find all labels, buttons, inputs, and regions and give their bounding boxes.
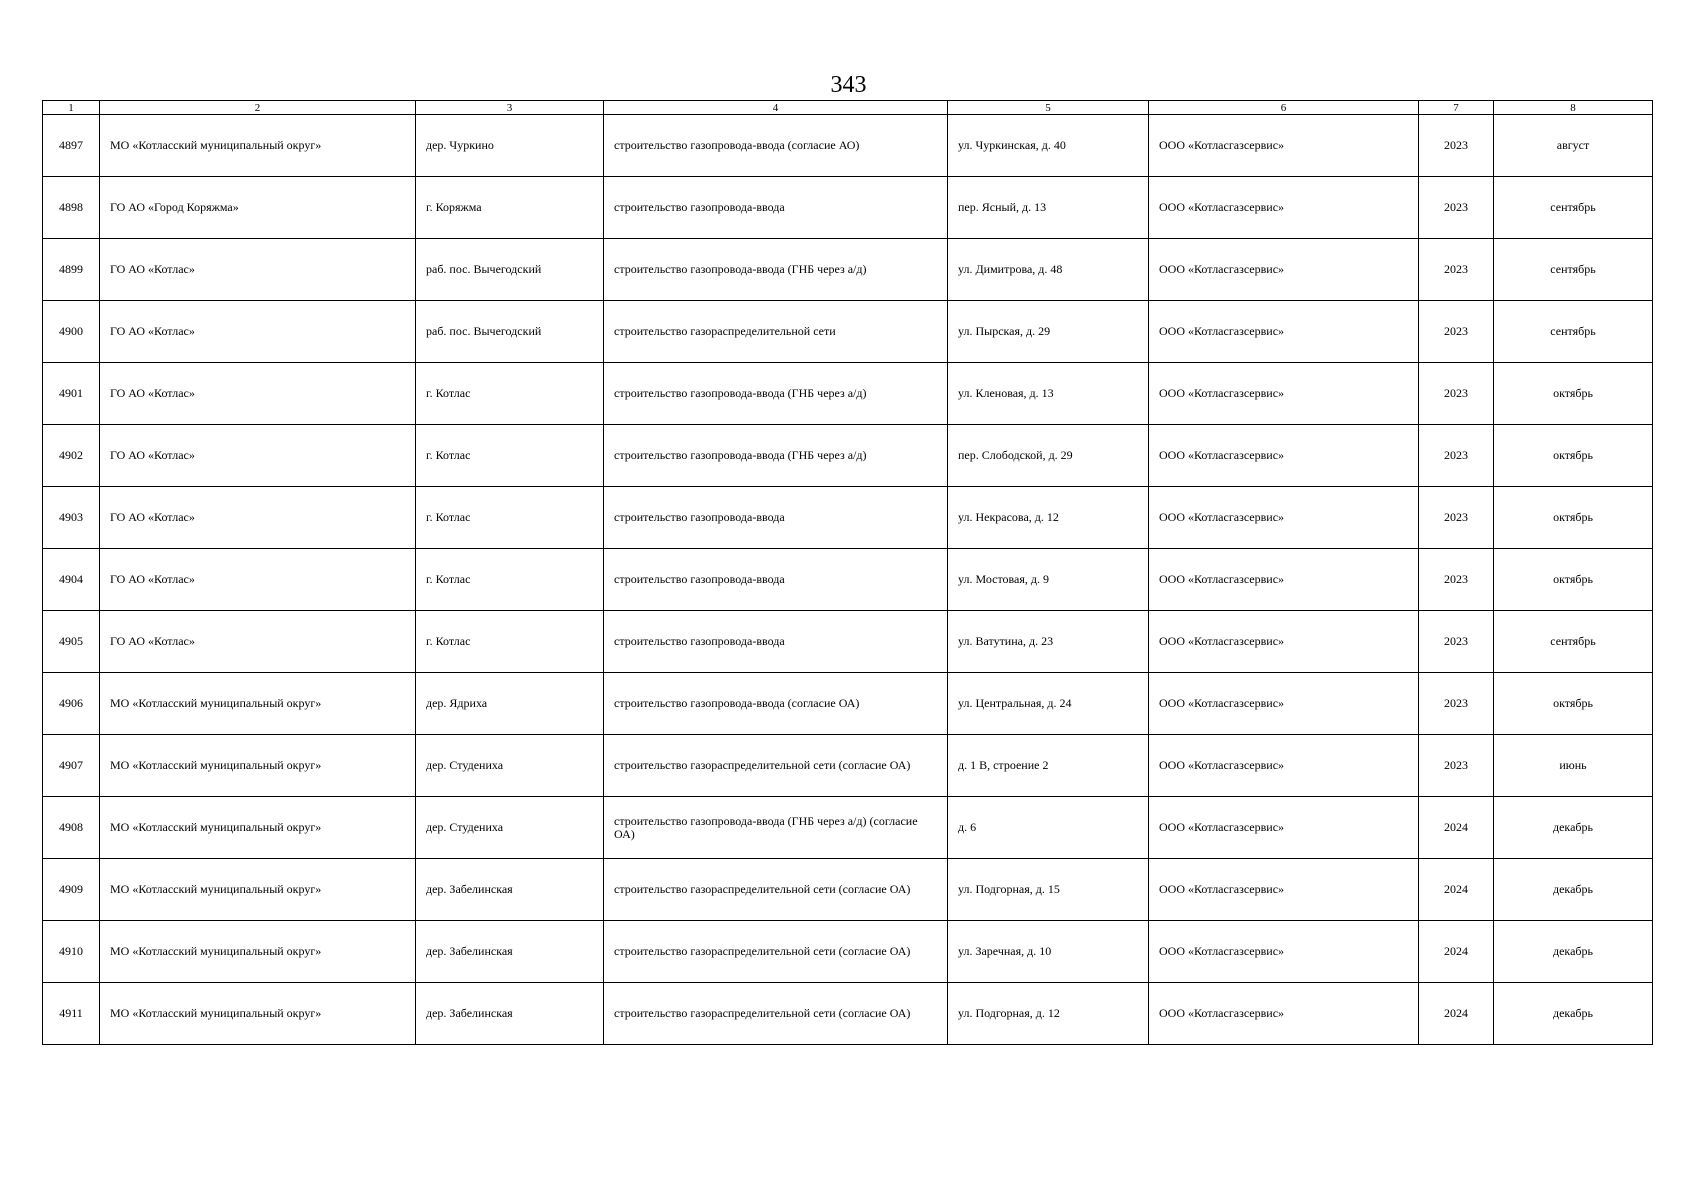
cell-year: 2024 bbox=[1419, 921, 1494, 983]
cell-settlement: г. Котлас bbox=[416, 487, 604, 549]
cell-number: 4899 bbox=[43, 239, 100, 301]
cell-year: 2023 bbox=[1419, 425, 1494, 487]
table-row bbox=[43, 363, 1653, 425]
cell-organization: ООО «Котласгазсервис» bbox=[1149, 983, 1419, 1045]
page-number: 343 bbox=[830, 72, 867, 98]
cell-address: ул. Мостовая, д. 9 bbox=[948, 549, 1149, 611]
cell-address: ул. Чуркинская, д. 40 bbox=[948, 115, 1149, 177]
cell-settlement: г. Коряжма bbox=[416, 177, 604, 239]
cell-work-type: строительство газопровода-ввода (согласие ОА) bbox=[604, 673, 948, 735]
cell-organization: ООО «Котласгазсервис» bbox=[1149, 301, 1419, 363]
cell-work-type: строительство газораспределительной сети (согласие ОА) bbox=[604, 921, 948, 983]
table-row bbox=[43, 239, 1653, 301]
cell-address: ул. Центральная, д. 24 bbox=[948, 673, 1149, 735]
cell-municipality: МО «Котласский муниципальный округ» bbox=[100, 983, 416, 1045]
cell-number: 4903 bbox=[43, 487, 100, 549]
cell-number: 4900 bbox=[43, 301, 100, 363]
cell-work-type: строительство газопровода-ввода bbox=[604, 611, 948, 673]
cell-work-type: строительство газораспределительной сети (согласие ОА) bbox=[604, 735, 948, 797]
column-header-8: 8 bbox=[1494, 101, 1653, 115]
table-row bbox=[43, 487, 1653, 549]
cell-address: пер. Слободской, д. 29 bbox=[948, 425, 1149, 487]
cell-month: декабрь bbox=[1494, 859, 1653, 921]
cell-address: ул. Подгорная, д. 12 bbox=[948, 983, 1149, 1045]
cell-month: декабрь bbox=[1494, 921, 1653, 983]
cell-work-type: строительство газопровода-ввода (согласие АО) bbox=[604, 115, 948, 177]
table-row bbox=[43, 983, 1653, 1045]
cell-municipality: ГО АО «Котлас» bbox=[100, 549, 416, 611]
cell-month: октябрь bbox=[1494, 549, 1653, 611]
cell-settlement: г. Котлас bbox=[416, 425, 604, 487]
cell-municipality: ГО АО «Котлас» bbox=[100, 425, 416, 487]
data-table bbox=[42, 100, 1653, 1045]
cell-organization: ООО «Котласгазсервис» bbox=[1149, 239, 1419, 301]
cell-organization: ООО «Котласгазсервис» bbox=[1149, 487, 1419, 549]
cell-number: 4908 bbox=[43, 797, 100, 859]
cell-municipality: ГО АО «Котлас» bbox=[100, 487, 416, 549]
table-row bbox=[43, 301, 1653, 363]
cell-organization: ООО «Котласгазсервис» bbox=[1149, 611, 1419, 673]
column-header-7: 7 bbox=[1419, 101, 1494, 115]
cell-number: 4898 bbox=[43, 177, 100, 239]
cell-municipality: ГО АО «Котлас» bbox=[100, 363, 416, 425]
cell-municipality: МО «Котласский муниципальный округ» bbox=[100, 921, 416, 983]
cell-address: д. 1 В, строение 2 bbox=[948, 735, 1149, 797]
cell-number: 4910 bbox=[43, 921, 100, 983]
cell-organization: ООО «Котласгазсервис» bbox=[1149, 859, 1419, 921]
table-row bbox=[43, 735, 1653, 797]
cell-month: июнь bbox=[1494, 735, 1653, 797]
cell-number: 4909 bbox=[43, 859, 100, 921]
cell-month: декабрь bbox=[1494, 983, 1653, 1045]
cell-work-type: строительство газопровода-ввода bbox=[604, 487, 948, 549]
cell-month: октябрь bbox=[1494, 363, 1653, 425]
cell-year: 2024 bbox=[1419, 859, 1494, 921]
column-header-5: 5 bbox=[948, 101, 1149, 115]
cell-work-type: строительство газопровода-ввода (ГНБ через а/д) (согласие ОА) bbox=[604, 797, 948, 859]
table-row bbox=[43, 921, 1653, 983]
cell-municipality: ГО АО «Котлас» bbox=[100, 301, 416, 363]
table-body bbox=[43, 115, 1653, 1045]
cell-settlement: дер. Забелинская bbox=[416, 859, 604, 921]
cell-month: октябрь bbox=[1494, 673, 1653, 735]
cell-settlement: г. Котлас bbox=[416, 549, 604, 611]
column-header-6: 6 bbox=[1149, 101, 1419, 115]
cell-month: сентябрь bbox=[1494, 177, 1653, 239]
cell-number: 4906 bbox=[43, 673, 100, 735]
cell-settlement: раб. пос. Вычегодский bbox=[416, 301, 604, 363]
cell-address: ул. Ватутина, д. 23 bbox=[948, 611, 1149, 673]
cell-month: октябрь bbox=[1494, 487, 1653, 549]
cell-municipality: МО «Котласский муниципальный округ» bbox=[100, 115, 416, 177]
cell-settlement: раб. пос. Вычегодский bbox=[416, 239, 604, 301]
cell-month: октябрь bbox=[1494, 425, 1653, 487]
cell-number: 4904 bbox=[43, 549, 100, 611]
cell-organization: ООО «Котласгазсервис» bbox=[1149, 425, 1419, 487]
cell-address: ул. Кленовая, д. 13 bbox=[948, 363, 1149, 425]
cell-settlement: г. Котлас bbox=[416, 611, 604, 673]
cell-settlement: дер. Чуркино bbox=[416, 115, 604, 177]
cell-month: сентябрь bbox=[1494, 239, 1653, 301]
table-row bbox=[43, 673, 1653, 735]
cell-month: декабрь bbox=[1494, 797, 1653, 859]
cell-year: 2023 bbox=[1419, 115, 1494, 177]
cell-settlement: г. Котлас bbox=[416, 363, 604, 425]
cell-address: д. 6 bbox=[948, 797, 1149, 859]
cell-work-type: строительство газораспределительной сети (согласие ОА) bbox=[604, 983, 948, 1045]
cell-municipality: ГО АО «Город Коряжма» bbox=[100, 177, 416, 239]
cell-year: 2023 bbox=[1419, 239, 1494, 301]
cell-number: 4897 bbox=[43, 115, 100, 177]
cell-month: сентябрь bbox=[1494, 301, 1653, 363]
cell-municipality: МО «Котласский муниципальный округ» bbox=[100, 859, 416, 921]
column-header-4: 4 bbox=[604, 101, 948, 115]
cell-settlement: дер. Забелинская bbox=[416, 983, 604, 1045]
cell-address: ул. Подгорная, д. 15 bbox=[948, 859, 1149, 921]
column-header-2: 2 bbox=[100, 101, 416, 115]
cell-settlement: дер. Студениха bbox=[416, 797, 604, 859]
cell-municipality: МО «Котласский муниципальный округ» bbox=[100, 735, 416, 797]
cell-year: 2024 bbox=[1419, 983, 1494, 1045]
cell-number: 4902 bbox=[43, 425, 100, 487]
table-row bbox=[43, 611, 1653, 673]
cell-settlement: дер. Забелинская bbox=[416, 921, 604, 983]
cell-municipality: МО «Котласский муниципальный округ» bbox=[100, 673, 416, 735]
cell-year: 2023 bbox=[1419, 363, 1494, 425]
cell-address: ул. Заречная, д. 10 bbox=[948, 921, 1149, 983]
cell-month: август bbox=[1494, 115, 1653, 177]
cell-organization: ООО «Котласгазсервис» bbox=[1149, 797, 1419, 859]
cell-organization: ООО «Котласгазсервис» bbox=[1149, 673, 1419, 735]
cell-year: 2023 bbox=[1419, 549, 1494, 611]
cell-number: 4905 bbox=[43, 611, 100, 673]
cell-municipality: ГО АО «Котлас» bbox=[100, 239, 416, 301]
cell-settlement: дер. Ядриха bbox=[416, 673, 604, 735]
cell-organization: ООО «Котласгазсервис» bbox=[1149, 115, 1419, 177]
cell-work-type: строительство газопровода-ввода (ГНБ через а/д) bbox=[604, 363, 948, 425]
cell-year: 2024 bbox=[1419, 797, 1494, 859]
cell-work-type: строительство газораспределительной сети bbox=[604, 301, 948, 363]
cell-year: 2023 bbox=[1419, 301, 1494, 363]
header-row bbox=[43, 101, 1653, 115]
cell-work-type: строительство газопровода-ввода bbox=[604, 177, 948, 239]
cell-year: 2023 bbox=[1419, 487, 1494, 549]
column-header-1: 1 bbox=[43, 101, 100, 115]
cell-organization: ООО «Котласгазсервис» bbox=[1149, 549, 1419, 611]
cell-organization: ООО «Котласгазсервис» bbox=[1149, 735, 1419, 797]
cell-organization: ООО «Котласгазсервис» bbox=[1149, 363, 1419, 425]
cell-month: сентябрь bbox=[1494, 611, 1653, 673]
cell-address: ул. Димитрова, д. 48 bbox=[948, 239, 1149, 301]
cell-address: ул. Пырская, д. 29 bbox=[948, 301, 1149, 363]
cell-number: 4907 bbox=[43, 735, 100, 797]
cell-work-type: строительство газопровода-ввода (ГНБ через а/д) bbox=[604, 239, 948, 301]
cell-municipality: МО «Котласский муниципальный округ» bbox=[100, 797, 416, 859]
cell-number: 4911 bbox=[43, 983, 100, 1045]
cell-municipality: ГО АО «Котлас» bbox=[100, 611, 416, 673]
table-row bbox=[43, 425, 1653, 487]
cell-year: 2023 bbox=[1419, 611, 1494, 673]
cell-work-type: строительство газораспределительной сети (согласие ОА) bbox=[604, 859, 948, 921]
cell-work-type: строительство газопровода-ввода (ГНБ через а/д) bbox=[604, 425, 948, 487]
table-row bbox=[43, 115, 1653, 177]
table-row bbox=[43, 549, 1653, 611]
table-row bbox=[43, 797, 1653, 859]
cell-number: 4901 bbox=[43, 363, 100, 425]
column-header-3: 3 bbox=[416, 101, 604, 115]
cell-address: пер. Ясный, д. 13 bbox=[948, 177, 1149, 239]
table-row bbox=[43, 859, 1653, 921]
cell-settlement: дер. Студениха bbox=[416, 735, 604, 797]
cell-year: 2023 bbox=[1419, 177, 1494, 239]
cell-organization: ООО «Котласгазсервис» bbox=[1149, 177, 1419, 239]
cell-address: ул. Некрасова, д. 12 bbox=[948, 487, 1149, 549]
cell-work-type: строительство газопровода-ввода bbox=[604, 549, 948, 611]
cell-year: 2023 bbox=[1419, 673, 1494, 735]
table-row bbox=[43, 177, 1653, 239]
table-header bbox=[43, 101, 1653, 115]
cell-year: 2023 bbox=[1419, 735, 1494, 797]
cell-organization: ООО «Котласгазсервис» bbox=[1149, 921, 1419, 983]
